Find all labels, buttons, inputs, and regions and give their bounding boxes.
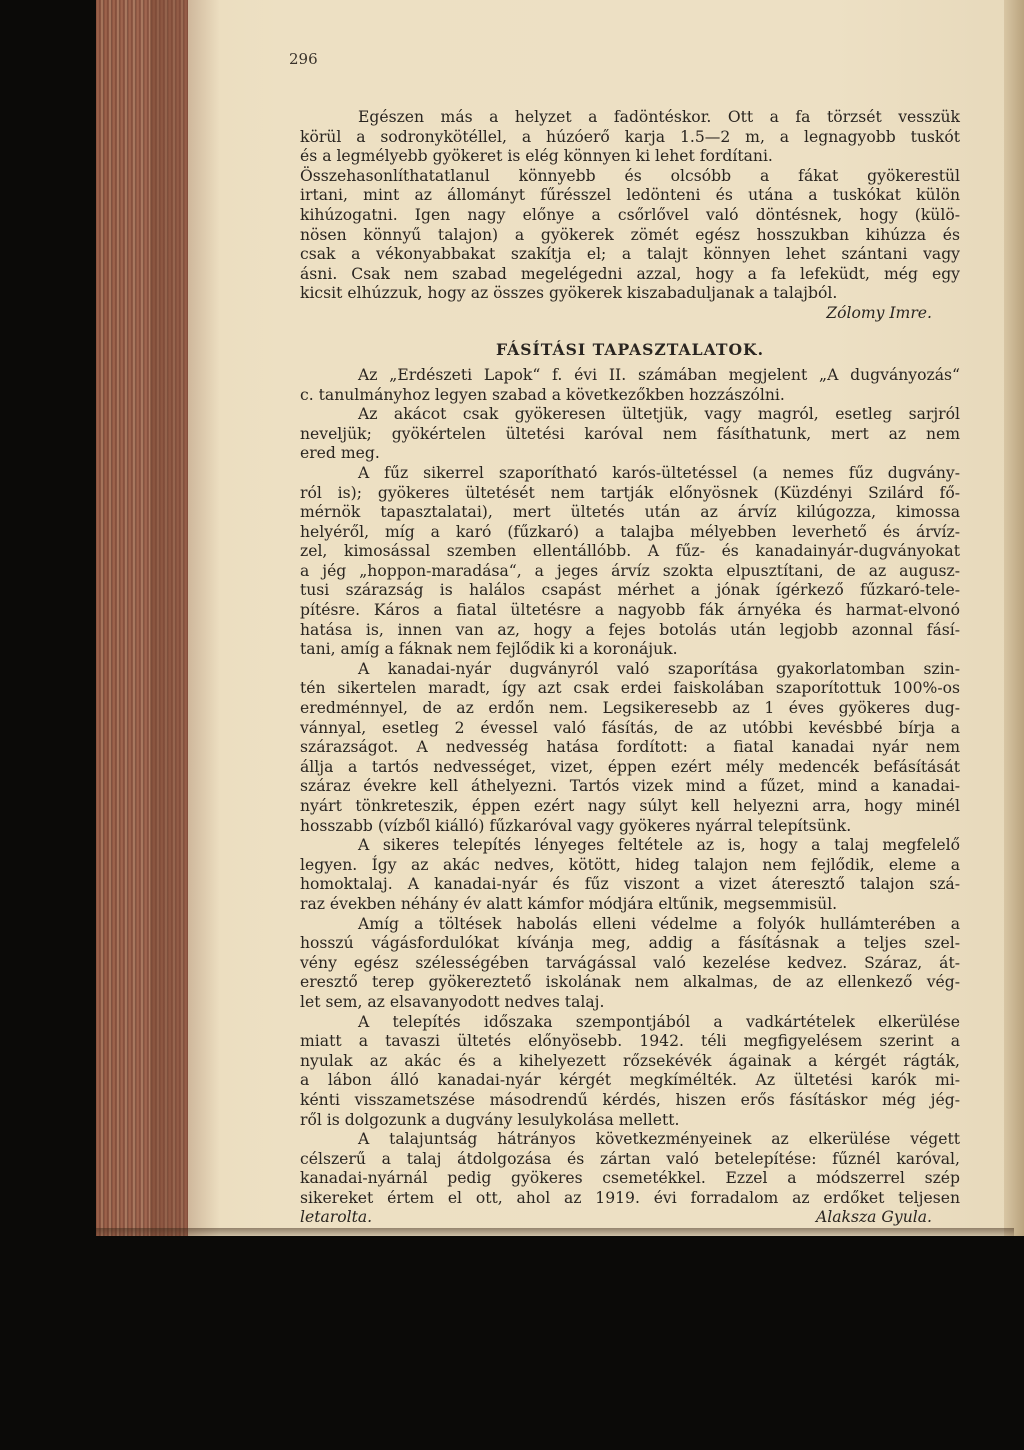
- text-line: A sikeres telepítés lényeges feltétele az is, hogy a talaj megfelelő: [358, 836, 960, 855]
- text-line: eredménnyel, de az erdőn nem. Legsikeresebb az 1 éves gyökeres dug-: [300, 699, 960, 718]
- text-line: legyen. Így az akác nedves, kötött, hideg talajon nem fejlődik, eleme a: [300, 855, 960, 874]
- text-line: körül a sodronykötéllel, a húzóerő karja 1.5—2 m, a legnagyobb tuskót: [300, 127, 960, 146]
- text-line: hosszú vágásfordulókat kívánja meg, addig a fásításnak a teljes szel-: [300, 934, 960, 953]
- page-body: [300, 108, 960, 1228]
- text-line: csak a vékonyabbakat szakítja el; a talajt könnyen lehet szántani vagy: [300, 245, 960, 264]
- page-number: 296: [289, 50, 318, 68]
- text-line: célszerű a talaj átdolgozása és zártan való betelepítése: fűznél karóval,: [300, 1149, 960, 1168]
- text-line: kicsit elhúzzuk, hogy az összes gyökerek kiszabaduljanak a talajból.: [300, 284, 838, 303]
- page-right-edge: [1004, 0, 1024, 1236]
- author-signature-2: Alaksza Gyula.: [815, 1208, 932, 1227]
- text-line: Egészen más a helyzet a fadöntéskor. Ott a fa törzsét vesszük: [358, 108, 960, 126]
- text-line: Amíg a töltések habolás elleni védelme a folyók hullámterében a: [358, 914, 960, 933]
- text-line: a jég „hoppon-maradása“, a jeges árvíz szokta elpusztítani, de az augusz-: [300, 561, 960, 580]
- section-body: [300, 366, 960, 1228]
- text-line: pítésre. Káros a fiatal ültetésre a nagyobb fák árnyéka és harmat-elvonó: [300, 601, 960, 620]
- text-line: helyéről, míg a karó (fűzkaró) a talajba mélyebben leverhető és árvíz-: [300, 522, 960, 541]
- text-line: tusi szárazság is halálos csapást mérhet a jónak ígérkező fűzkaró-tele-: [300, 581, 960, 600]
- text-line: ered meg.: [300, 444, 380, 463]
- text-line: a lábon álló kanadai-nyár kérgét megkímélték. Az ültetési karók mi-: [300, 1071, 960, 1090]
- text-line: tén sikertelen maradt, így azt csak erdei faiskolában szaporítottuk 100%-os: [300, 679, 960, 698]
- text-line: zel, kimosással szemben ellentállóbb. A fűz- és kanadainyár-dugványokat: [300, 542, 960, 561]
- text-line: Összehasonlíthatatlanul könnyebb és olcsóbb a fákat gyökerestül: [300, 166, 960, 185]
- text-line: száraz évekre kell áthelyezni. Tartós vizek mind a fűzet, mind a kanadai-: [300, 777, 960, 796]
- text-line: hatása is, innen van az, hogy a fejes botolás után legjobb azonnal fásí-: [300, 620, 960, 639]
- text-line: hosszabb (vízből kiálló) fűzkaróval vagy gyökeres nyárral telepítsünk.: [300, 816, 852, 835]
- section-heading: FÁSÍTÁSI TAPASZTALATOK.: [495, 339, 765, 359]
- text-line: és a legmélyebb gyökeret is elég könnyen ki lehet fordítani.: [300, 147, 773, 166]
- text-line: vánnyal, esetleg 2 évessel való fásítás, de az utóbbi kevésbbé bírja a: [300, 718, 960, 737]
- text-line: kihúzogatni. Igen nagy előnye a csőrlővel való döntésnek, hogy (külö-: [300, 205, 960, 224]
- text-line: nösen könnyű talajon) a gyökerek zömét egész hosszukban kihúzza és: [300, 225, 960, 244]
- closing-line: [300, 1208, 960, 1228]
- text-line: tani, amíg a fáknak nem fejlődik ki a koronájuk.: [300, 640, 678, 659]
- text-line: kénti visszametszése másodrendű kérdés, hiszen erős fásításkor még jég-: [300, 1090, 960, 1109]
- text-line: Az „Erdészeti Lapok“ f. évi II. számában megjelent „A dugványozás“: [358, 365, 960, 384]
- text-line: A kanadai-nyár dugványról való szaporítása gyakorlatomban szin-: [358, 659, 960, 678]
- author-signature-1: Zólomy Imre.: [826, 303, 932, 322]
- text-line: vény egész szélességében tarvágással való kezelése kedvez. Száraz, át-: [300, 953, 960, 972]
- text-line: állja a tartós nedvességet, vizet, éppen ezért mély medencék befásítását: [300, 757, 960, 776]
- text-line: Az akácot csak gyökeresen ültetjük, vagy magról, esetleg sarjról: [358, 405, 960, 424]
- text-line: kanadai-nyárnál pedig gyökeres csemetékkel. Ezzel a módszerrel szép: [300, 1169, 960, 1188]
- text-line: ásni. Csak nem szabad megelégedni azzal, hogy a fa lefeküdt, még egy: [300, 264, 960, 283]
- text-line: letarolta.: [300, 1208, 373, 1227]
- text-line: c. tanulmányhoz legyen szabad a következőkben hozzászólni.: [300, 385, 785, 404]
- text-line: szárazságot. A nedvesség hatása fordított: a fiatal kanadai nyár nem: [300, 738, 960, 757]
- text-line: mérnök tapasztalatai), mert ültetés után az árvíz kilúgozza, kimossa: [300, 503, 960, 522]
- scan-background: [96, 1236, 1014, 1450]
- text-line: sikereket értem el ott, ahol az 1919. évi forradalom az erdőket teljesen: [300, 1188, 960, 1207]
- text-line: let sem, az elsavanyodott nedves talaj.: [300, 992, 605, 1011]
- text-line: A telepítés időszaka szempontjából a vadkártételek elkerülése: [358, 1012, 960, 1031]
- text-line: homoktalaj. A kanadai-nyár és fűz viszont a vizet áteresztő talajon szá-: [300, 875, 960, 894]
- text-line: A fűz sikerrel szaporítható karós-ültetéssel (a nemes fűz dugvány-: [358, 463, 960, 482]
- text-line: A talajuntság hátrányos következményeinek az elkerülése végett: [358, 1130, 960, 1149]
- text-line: nyárt tönkreteszik, éppen ezért nagy súlyt kell helyezni arra, hogy minél: [300, 797, 960, 815]
- intro-paragraph: [300, 108, 960, 304]
- text-line: eresztő terep gyökereztető iskolának nem alkalmas, de az ellenkező vég-: [300, 973, 960, 992]
- text-line: ről is dolgozunk a dugvány lesulykolása mellett.: [300, 1110, 680, 1129]
- text-line: raz években néhány év alatt kámfor módjára eltűnik, megsemmisül.: [300, 894, 838, 913]
- text-line: nyulak az akác és a kihelyezett rőzsekévék ágainak a kérgét rágták,: [300, 1051, 960, 1070]
- text-line: miatt a tavaszi ültetés előnyösebb. 1942. téli megfigyelésem szerint a: [300, 1032, 960, 1051]
- text-line: neveljük; gyökértelen ültetési karóval nem fásíthatunk, mert az nem: [300, 424, 960, 443]
- text-line: irtani, mint az állományt fűrésszel ledönteni és utána a tuskókat külön: [300, 186, 960, 205]
- text-line: ról is); gyökeres ültetését nem tartják előnyösnek (Küzdényi Szilárd fő-: [300, 483, 960, 502]
